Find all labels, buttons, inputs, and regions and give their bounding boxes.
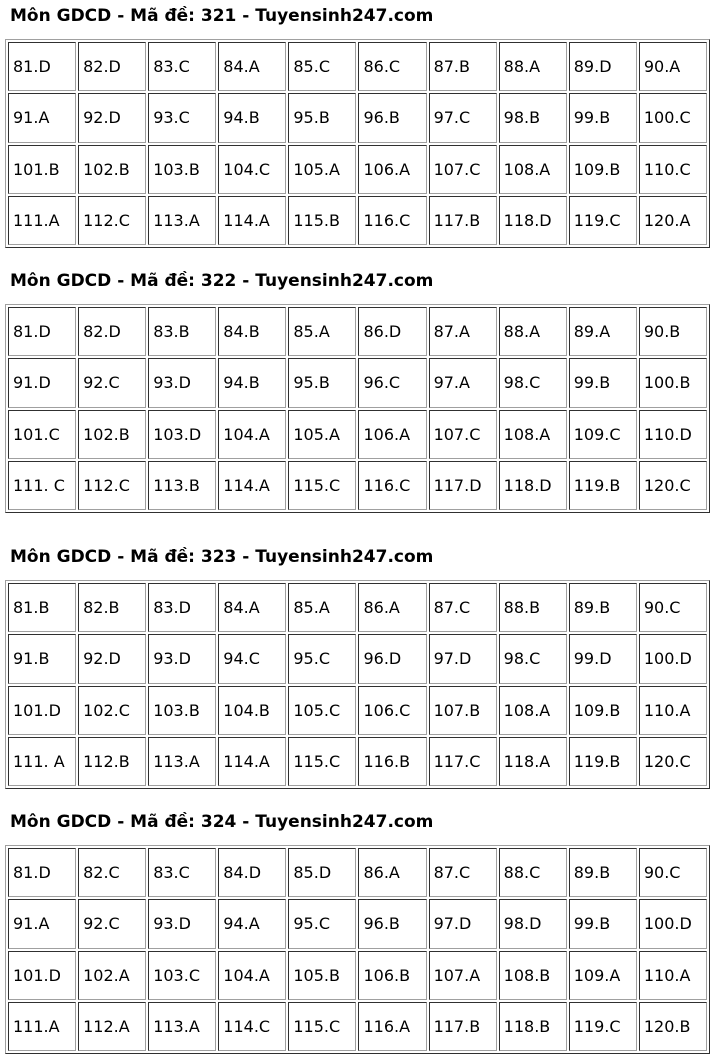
table-row bbox=[8, 848, 707, 897]
answer-cell: 93.D bbox=[148, 634, 216, 683]
answer-cell: 101.B bbox=[8, 145, 76, 194]
answer-cell: 116.B bbox=[358, 737, 426, 786]
answer-cell: 106.C bbox=[358, 686, 426, 735]
answer-cell: 109.A bbox=[569, 951, 637, 1000]
answer-cell: 105.B bbox=[288, 951, 356, 1000]
answer-cell: 99.B bbox=[569, 899, 637, 948]
answer-cell: 86.C bbox=[358, 42, 426, 91]
answer-cell: 119.C bbox=[569, 1002, 637, 1051]
answer-cell: 98.B bbox=[499, 93, 567, 142]
answer-cell: 93.D bbox=[148, 899, 216, 948]
answer-cell: 90.B bbox=[639, 307, 707, 356]
answer-cell: 94.B bbox=[218, 93, 286, 142]
answer-cell: 99.B bbox=[569, 358, 637, 407]
answer-cell: 97.C bbox=[429, 93, 497, 142]
answer-cell: 96.D bbox=[358, 634, 426, 683]
answer-cell: 101.D bbox=[8, 951, 76, 1000]
answer-cell: 117.C bbox=[429, 737, 497, 786]
answer-cell: 86.A bbox=[358, 848, 426, 897]
answer-cell: 110.A bbox=[639, 686, 707, 735]
answer-cell: 118.D bbox=[499, 461, 567, 510]
section-title: Môn GDCD - Mã đề: 322 - Tuyensinh247.com bbox=[10, 271, 434, 291]
answer-cell: 96.C bbox=[358, 358, 426, 407]
answer-cell: 108.A bbox=[499, 686, 567, 735]
answer-cell: 116.C bbox=[358, 196, 426, 245]
answer-cell: 98.C bbox=[499, 634, 567, 683]
answer-cell: 115.B bbox=[288, 196, 356, 245]
table-row bbox=[8, 145, 707, 194]
table-row bbox=[8, 42, 707, 91]
answer-cell: 84.D bbox=[218, 848, 286, 897]
answer-cell: 97.A bbox=[429, 358, 497, 407]
answer-cell: 99.B bbox=[569, 93, 637, 142]
answer-cell: 94.C bbox=[218, 634, 286, 683]
answer-cell: 87.C bbox=[429, 848, 497, 897]
answer-cell: 89.B bbox=[569, 848, 637, 897]
answer-cell: 102.A bbox=[78, 951, 146, 1000]
answer-cell: 104.B bbox=[218, 686, 286, 735]
answer-cell: 92.D bbox=[78, 93, 146, 142]
table-row bbox=[8, 358, 707, 407]
answer-cell: 96.B bbox=[358, 899, 426, 948]
answer-cell: 110.C bbox=[639, 145, 707, 194]
answer-cell: 102.B bbox=[78, 145, 146, 194]
answer-cell: 117.B bbox=[429, 196, 497, 245]
table-row bbox=[8, 899, 707, 948]
answer-cell: 81.D bbox=[8, 42, 76, 91]
answer-cell: 105.A bbox=[288, 145, 356, 194]
answer-cell: 88.C bbox=[499, 848, 567, 897]
answer-cell: 111.A bbox=[8, 196, 76, 245]
answer-cell: 85.A bbox=[288, 583, 356, 632]
answer-cell: 107.B bbox=[429, 686, 497, 735]
answer-cell: 108.A bbox=[499, 410, 567, 459]
answer-cell: 119.B bbox=[569, 461, 637, 510]
answer-cell: 103.D bbox=[148, 410, 216, 459]
answer-table bbox=[5, 304, 710, 513]
answer-cell: 118.B bbox=[499, 1002, 567, 1051]
answer-cell: 95.C bbox=[288, 899, 356, 948]
answer-cell: 105.A bbox=[288, 410, 356, 459]
answer-cell: 87.B bbox=[429, 42, 497, 91]
answer-cell: 113.B bbox=[148, 461, 216, 510]
answer-cell: 111.A bbox=[8, 1002, 76, 1051]
answer-cell: 114.A bbox=[218, 196, 286, 245]
answer-cell: 109.B bbox=[569, 686, 637, 735]
table-row bbox=[8, 196, 707, 245]
answer-cell: 112.C bbox=[78, 461, 146, 510]
answer-cell: 117.B bbox=[429, 1002, 497, 1051]
answer-cell: 110.A bbox=[639, 951, 707, 1000]
table-row bbox=[8, 93, 707, 142]
section-title: Môn GDCD - Mã đề: 321 - Tuyensinh247.com bbox=[10, 6, 434, 26]
answer-cell: 90.A bbox=[639, 42, 707, 91]
answer-cell: 83.C bbox=[148, 848, 216, 897]
answer-cell: 109.C bbox=[569, 410, 637, 459]
answer-cell: 91.D bbox=[8, 358, 76, 407]
table-row bbox=[8, 951, 707, 1000]
answer-cell: 95.B bbox=[288, 358, 356, 407]
answer-cell: 112.A bbox=[78, 1002, 146, 1051]
answer-cell: 93.C bbox=[148, 93, 216, 142]
answer-cell: 96.B bbox=[358, 93, 426, 142]
answer-cell: 87.C bbox=[429, 583, 497, 632]
answer-cell: 120.B bbox=[639, 1002, 707, 1051]
answer-cell: 115.C bbox=[288, 461, 356, 510]
answer-cell: 82.D bbox=[78, 307, 146, 356]
table-row bbox=[8, 307, 707, 356]
answer-cell: 108.A bbox=[499, 145, 567, 194]
answer-cell: 91.A bbox=[8, 93, 76, 142]
answer-cell: 104.A bbox=[218, 951, 286, 1000]
answer-cell: 84.A bbox=[218, 42, 286, 91]
answer-cell: 86.A bbox=[358, 583, 426, 632]
answer-cell: 88.A bbox=[499, 42, 567, 91]
answer-cell: 120.A bbox=[639, 196, 707, 245]
answer-cell: 85.D bbox=[288, 848, 356, 897]
answer-cell: 107.C bbox=[429, 145, 497, 194]
answer-cell: 90.C bbox=[639, 583, 707, 632]
answer-cell: 83.D bbox=[148, 583, 216, 632]
table-row bbox=[8, 410, 707, 459]
answer-cell: 104.C bbox=[218, 145, 286, 194]
answer-table bbox=[5, 845, 710, 1054]
answer-cell: 105.C bbox=[288, 686, 356, 735]
answer-cell: 104.A bbox=[218, 410, 286, 459]
answer-cell: 110.D bbox=[639, 410, 707, 459]
answer-cell: 119.C bbox=[569, 196, 637, 245]
answer-cell: 114.A bbox=[218, 737, 286, 786]
answer-cell: 115.C bbox=[288, 1002, 356, 1051]
answer-cell: 98.C bbox=[499, 358, 567, 407]
answer-cell: 100.B bbox=[639, 358, 707, 407]
answer-cell: 90.C bbox=[639, 848, 707, 897]
answer-cell: 101.C bbox=[8, 410, 76, 459]
answer-cell: 88.A bbox=[499, 307, 567, 356]
answer-cell: 108.B bbox=[499, 951, 567, 1000]
answer-cell: 85.A bbox=[288, 307, 356, 356]
answer-cell: 85.C bbox=[288, 42, 356, 91]
answer-cell: 82.B bbox=[78, 583, 146, 632]
answer-cell: 114.A bbox=[218, 461, 286, 510]
answer-table bbox=[5, 39, 710, 248]
answer-cell: 84.A bbox=[218, 583, 286, 632]
answer-cell: 114.C bbox=[218, 1002, 286, 1051]
table-row bbox=[8, 737, 707, 786]
answer-cell: 91.A bbox=[8, 899, 76, 948]
answer-cell: 106.B bbox=[358, 951, 426, 1000]
answer-cell: 87.A bbox=[429, 307, 497, 356]
answer-cell: 81.B bbox=[8, 583, 76, 632]
answer-cell: 92.C bbox=[78, 358, 146, 407]
answer-cell: 82.D bbox=[78, 42, 146, 91]
answer-cell: 112.B bbox=[78, 737, 146, 786]
answer-cell: 100.C bbox=[639, 93, 707, 142]
answer-cell: 89.D bbox=[569, 42, 637, 91]
answer-cell: 86.D bbox=[358, 307, 426, 356]
answer-cell: 103.B bbox=[148, 686, 216, 735]
answer-cell: 112.C bbox=[78, 196, 146, 245]
answer-cell: 101.D bbox=[8, 686, 76, 735]
answer-cell: 113.A bbox=[148, 1002, 216, 1051]
answer-cell: 113.A bbox=[148, 737, 216, 786]
answer-cell: 81.D bbox=[8, 307, 76, 356]
answer-cell: 103.B bbox=[148, 145, 216, 194]
answer-cell: 107.C bbox=[429, 410, 497, 459]
answer-cell: 89.B bbox=[569, 583, 637, 632]
answer-cell: 106.A bbox=[358, 410, 426, 459]
answer-cell: 98.D bbox=[499, 899, 567, 948]
answer-cell: 113.A bbox=[148, 196, 216, 245]
answer-cell: 118.A bbox=[499, 737, 567, 786]
answer-cell: 92.D bbox=[78, 634, 146, 683]
table-row bbox=[8, 634, 707, 683]
section-title: Môn GDCD - Mã đề: 323 - Tuyensinh247.com bbox=[10, 547, 434, 567]
answer-cell: 120.C bbox=[639, 461, 707, 510]
answer-cell: 94.B bbox=[218, 358, 286, 407]
answer-cell: 102.C bbox=[78, 686, 146, 735]
answer-cell: 117.D bbox=[429, 461, 497, 510]
table-row bbox=[8, 686, 707, 735]
section-title: Môn GDCD - Mã đề: 324 - Tuyensinh247.com bbox=[10, 812, 434, 832]
answer-cell: 100.D bbox=[639, 634, 707, 683]
answer-cell: 120.C bbox=[639, 737, 707, 786]
answer-cell: 118.D bbox=[499, 196, 567, 245]
answer-cell: 97.D bbox=[429, 899, 497, 948]
answer-cell: 100.D bbox=[639, 899, 707, 948]
answer-cell: 116.A bbox=[358, 1002, 426, 1051]
answer-cell: 99.D bbox=[569, 634, 637, 683]
answer-cell: 89.A bbox=[569, 307, 637, 356]
table-row bbox=[8, 461, 707, 510]
answer-cell: 109.B bbox=[569, 145, 637, 194]
answer-cell: 107.A bbox=[429, 951, 497, 1000]
answer-cell: 94.A bbox=[218, 899, 286, 948]
answer-cell: 92.C bbox=[78, 899, 146, 948]
answer-cell: 91.B bbox=[8, 634, 76, 683]
table-row bbox=[8, 583, 707, 632]
answer-cell: 97.D bbox=[429, 634, 497, 683]
answer-cell: 116.C bbox=[358, 461, 426, 510]
answer-cell: 111. A bbox=[8, 737, 76, 786]
answer-cell: 93.D bbox=[148, 358, 216, 407]
answer-cell: 81.D bbox=[8, 848, 76, 897]
answer-cell: 95.C bbox=[288, 634, 356, 683]
answer-cell: 119.B bbox=[569, 737, 637, 786]
answer-cell: 115.C bbox=[288, 737, 356, 786]
answer-table bbox=[5, 580, 710, 789]
answer-cell: 83.C bbox=[148, 42, 216, 91]
answer-cell: 82.C bbox=[78, 848, 146, 897]
answer-cell: 88.B bbox=[499, 583, 567, 632]
answer-cell: 84.B bbox=[218, 307, 286, 356]
answer-cell: 106.A bbox=[358, 145, 426, 194]
answer-cell: 95.B bbox=[288, 93, 356, 142]
answer-cell: 83.B bbox=[148, 307, 216, 356]
answer-cell: 102.B bbox=[78, 410, 146, 459]
answer-cell: 111. C bbox=[8, 461, 76, 510]
table-row bbox=[8, 1002, 707, 1051]
answer-cell: 103.C bbox=[148, 951, 216, 1000]
